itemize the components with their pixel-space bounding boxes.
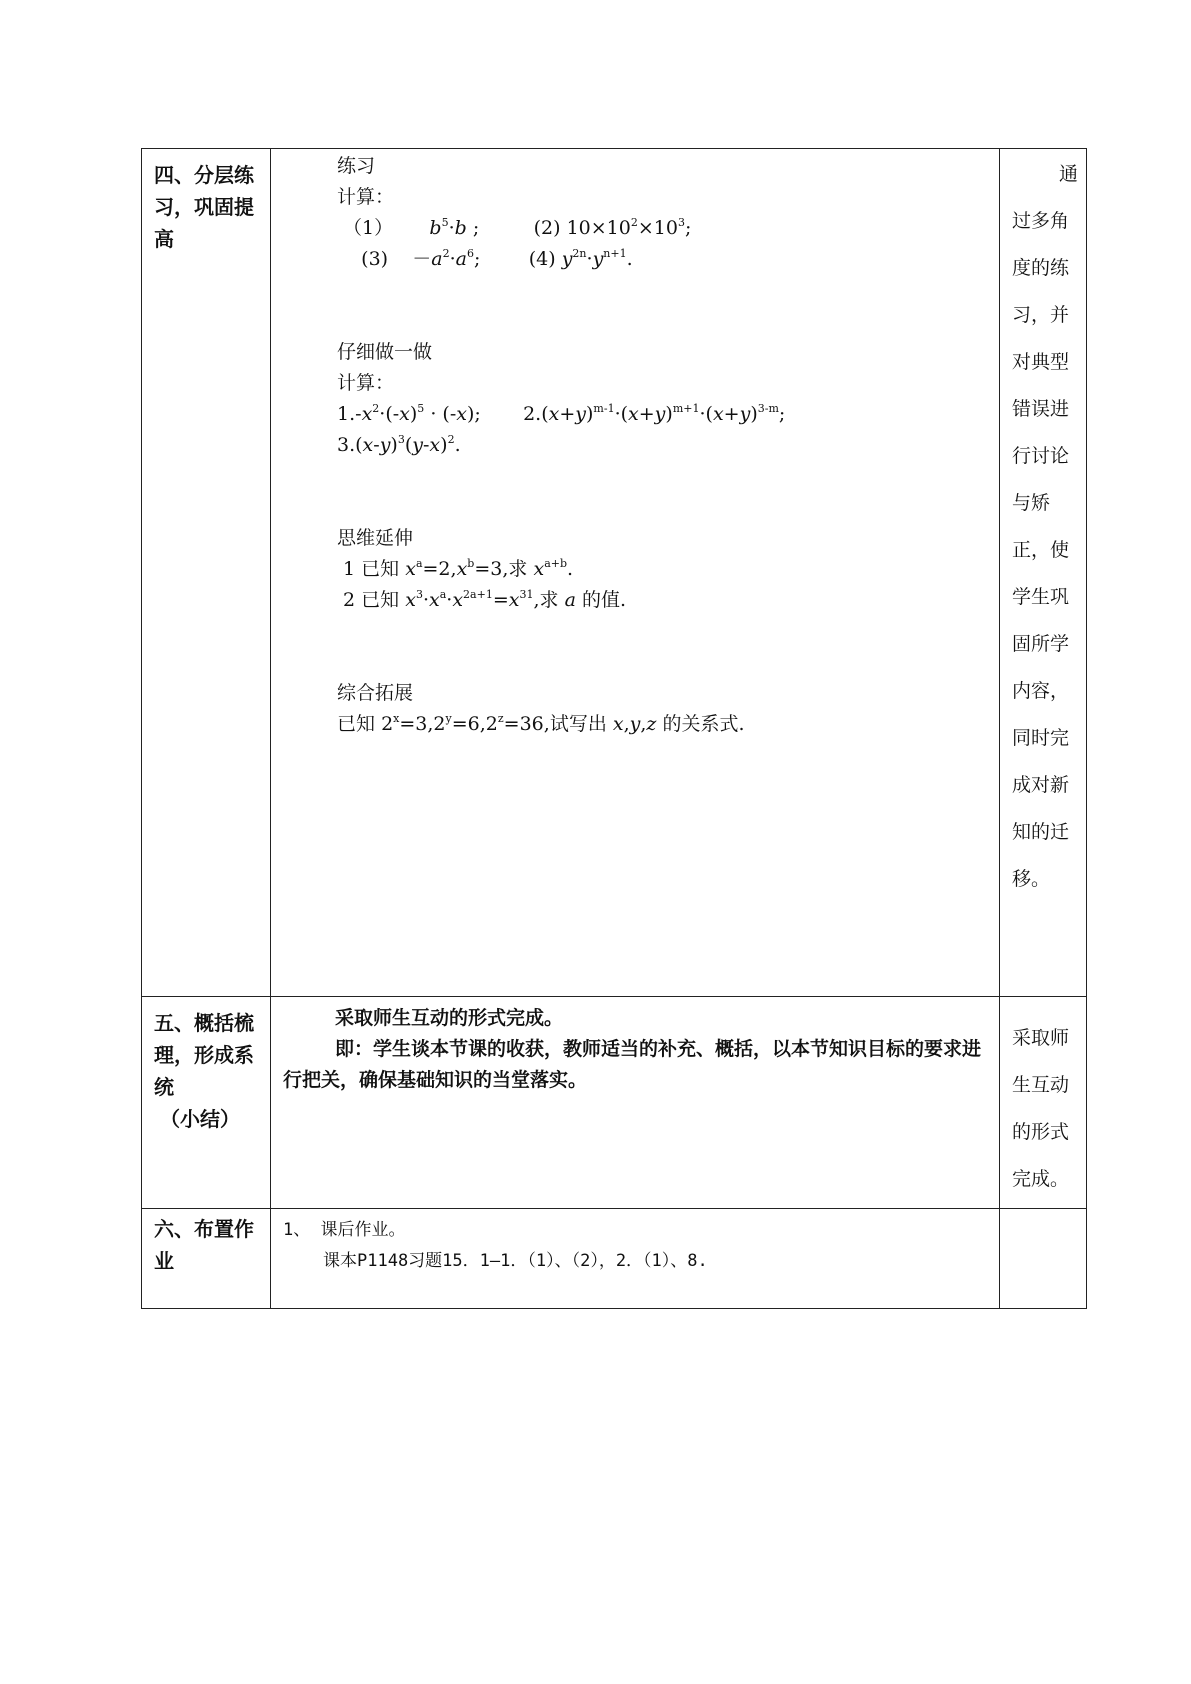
careful-problem-1: $1.-x^2\cdot(-x)^5 \cdot (-x)$; bbox=[337, 402, 481, 425]
row-layered-practice bbox=[142, 149, 1087, 997]
note-line: 与矫 bbox=[1012, 492, 1051, 514]
problem-1-expr: $b^5\cdot b$ ; bbox=[429, 216, 480, 239]
stage-cell-6 bbox=[142, 1209, 271, 1309]
problem-4-label: (4) bbox=[528, 248, 556, 270]
summary-paragraph-2: 即：学生谈本节课的收获，教师适当的补充、概括，以本节知识目标的要求进行把关，确保基础知识的当堂落实。 bbox=[283, 1038, 982, 1091]
note-line: 内容， bbox=[1012, 680, 1070, 702]
practice-heading: 练习 bbox=[337, 155, 376, 177]
note-line: 固所学 bbox=[1012, 633, 1070, 655]
problem-3-label: (3) bbox=[361, 248, 389, 270]
careful-heading: 仔细做一做 bbox=[337, 341, 433, 363]
note-line: 完成。 bbox=[1012, 1168, 1070, 1190]
stage-line: 高 bbox=[154, 227, 174, 251]
stage-line: 统 bbox=[154, 1075, 174, 1099]
careful-calc-label: 计算： bbox=[337, 372, 395, 394]
extend-q2-tail: 的值. bbox=[581, 589, 626, 611]
note-line: 成对新 bbox=[1012, 774, 1070, 796]
homework-line-1: 1、 课后作业。 bbox=[283, 1220, 406, 1240]
problem-2-label: (2) bbox=[533, 217, 561, 239]
extend-q1-expr: $x^a=2,x^b=3$, bbox=[405, 557, 509, 580]
problem-2-expr: $10\times 10^2\times 10^3$; bbox=[566, 216, 692, 239]
careful-problem-2: $2.(x+y)^{m-1}\cdot(x+y)^{m+1}\cdot(x+y)^{3-m}$; bbox=[523, 402, 786, 425]
stage-cell-4 bbox=[142, 149, 271, 997]
careful-line-1 bbox=[337, 399, 999, 430]
extend-q2 bbox=[337, 585, 999, 616]
note-line: 采取师 bbox=[1012, 1027, 1070, 1049]
extend-heading: 思维延伸 bbox=[337, 527, 414, 549]
note-line: 行讨论 bbox=[1012, 445, 1070, 467]
practice-line-2 bbox=[337, 244, 999, 275]
extend-q1 bbox=[337, 554, 999, 585]
note-line: 对典型 bbox=[1012, 351, 1070, 373]
note-line: 移。 bbox=[1012, 868, 1051, 890]
synthesis-question bbox=[337, 709, 999, 740]
synthesis-vars: x,y,z bbox=[612, 713, 657, 735]
note-line: 度的练 bbox=[1012, 257, 1070, 279]
synthesis-heading: 综合拓展 bbox=[337, 682, 414, 704]
problem-1-label: （1） bbox=[343, 217, 394, 239]
note-line: 过多角 bbox=[1012, 210, 1070, 232]
synthesis-tail: 的关系式. bbox=[662, 713, 745, 735]
stage-line: 理，形成系 bbox=[154, 1043, 254, 1067]
note-cell-4 bbox=[1000, 149, 1087, 997]
homework-line-2: 课本P1148习题15．1—1．（1）、（2），2．（1）、8. bbox=[323, 1251, 708, 1271]
practice-calc-label: 计算： bbox=[337, 186, 395, 208]
note-line: 通 bbox=[1058, 163, 1078, 185]
extend-q1-mid: 求 bbox=[508, 558, 528, 580]
note-line: 知的迁 bbox=[1012, 821, 1070, 843]
content-cell-5 bbox=[271, 997, 1000, 1209]
note-line: 学生巩 bbox=[1012, 586, 1070, 608]
lesson-plan-table bbox=[141, 148, 1087, 1309]
content-cell-6 bbox=[271, 1209, 1000, 1309]
row-summary bbox=[142, 997, 1087, 1209]
synthesis-prefix: 已知 bbox=[337, 713, 376, 735]
synthesis-expr: $2^x=3,2^y=6,2^z=36$, bbox=[381, 712, 550, 735]
row-homework bbox=[142, 1209, 1087, 1309]
note-line: 生互动 bbox=[1012, 1074, 1070, 1096]
summary-paragraph-1: 采取师生互动的形式完成。 bbox=[335, 1007, 564, 1029]
problem-3-expr: $-a^2\cdot a^6$; bbox=[412, 247, 481, 270]
stage-line: 四、分层练 bbox=[154, 163, 254, 187]
synthesis-mid: 试写出 bbox=[549, 713, 607, 735]
note-line: 正，使 bbox=[1012, 539, 1070, 561]
content-cell-4 bbox=[271, 149, 1000, 997]
stage-line: 业 bbox=[154, 1249, 174, 1273]
stage-line: 习，巩固提 bbox=[154, 195, 254, 219]
note-cell-5 bbox=[1000, 997, 1087, 1209]
stage-line: 五、概括梳 bbox=[154, 1011, 254, 1035]
stage-line: 六、布置作 bbox=[154, 1217, 254, 1241]
extend-q1-target: $x^{a+b}$. bbox=[533, 557, 574, 580]
note-line: 的形式 bbox=[1012, 1121, 1070, 1143]
stage-cell-5 bbox=[142, 997, 271, 1209]
practice-line-1 bbox=[337, 213, 999, 244]
note-line: 同时完 bbox=[1012, 727, 1070, 749]
extend-q2-prefix: 2 已知 bbox=[343, 589, 400, 611]
problem-4-expr: $y^{2n}\cdot y^{n+1}$. bbox=[561, 247, 633, 270]
careful-problem-3: $3.(x-y)^3(y-x)^2$. bbox=[337, 433, 461, 456]
extend-q2-expr: $x^3\cdot x^a\cdot x^{2a+1}=x^{31}$, bbox=[405, 588, 540, 611]
extend-q2-var: a bbox=[564, 589, 576, 611]
extend-q1-prefix: 1 已知 bbox=[343, 558, 400, 580]
note-line: 错误进 bbox=[1012, 398, 1070, 420]
stage-line: （小结） bbox=[160, 1107, 240, 1131]
note-cell-6 bbox=[1000, 1209, 1087, 1309]
note-line: 习，并 bbox=[1012, 304, 1070, 326]
extend-q2-mid: 求 bbox=[539, 589, 559, 611]
